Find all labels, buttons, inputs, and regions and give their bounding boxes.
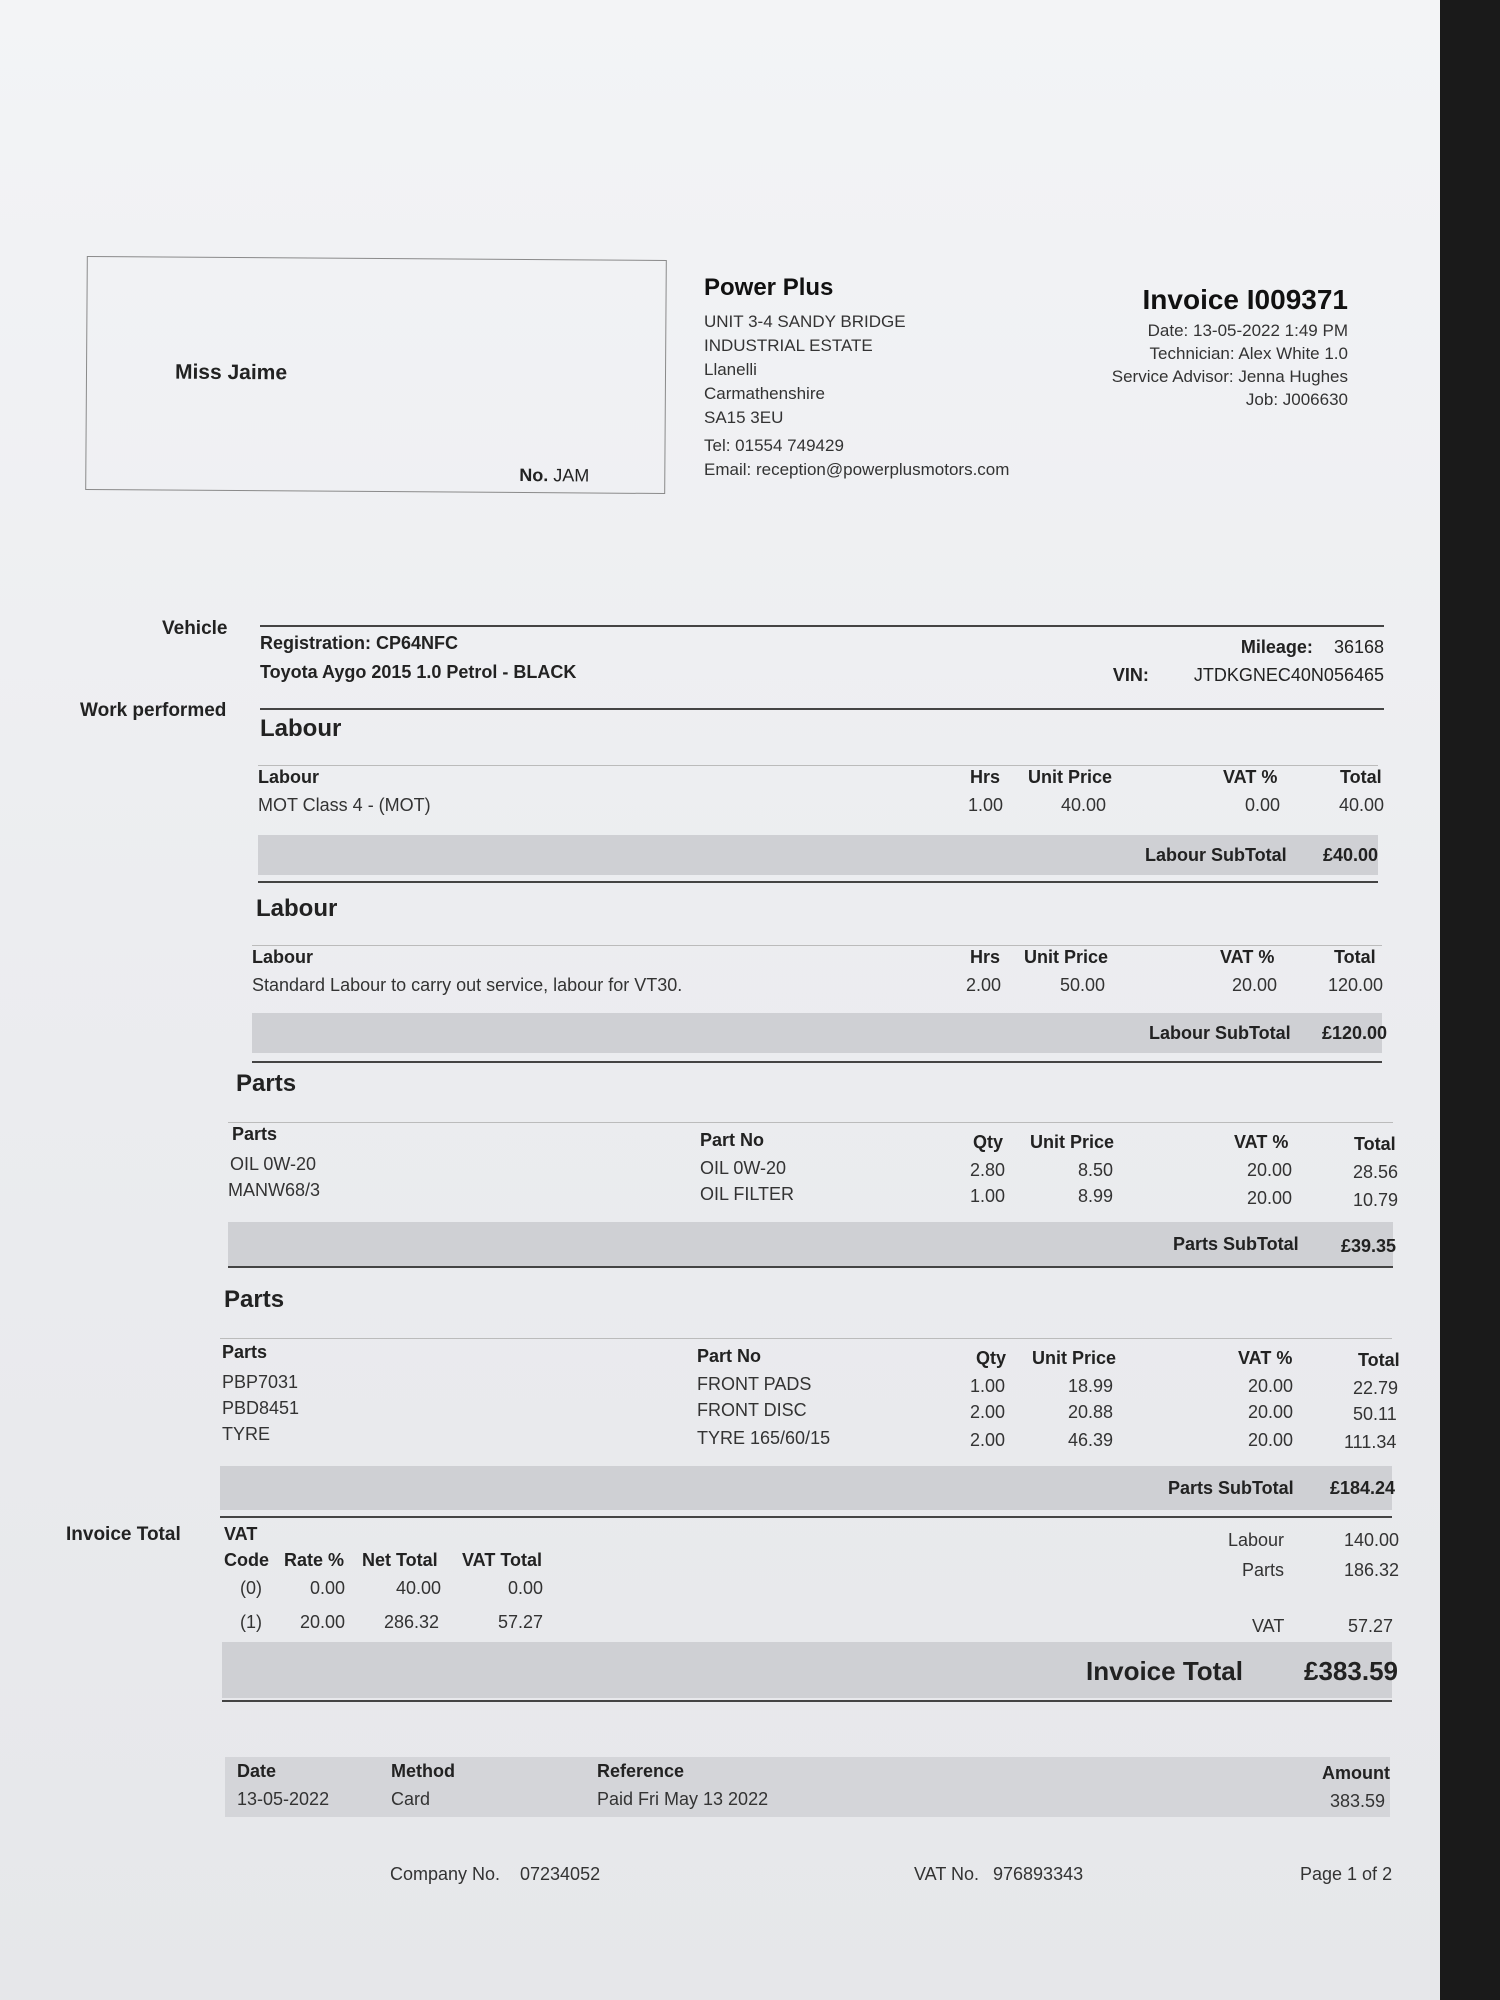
payment-method: Card [391, 1789, 431, 1809]
invoice-total-band [222, 1642, 1398, 1698]
customer-number-label: No. [519, 465, 549, 486]
row-vat: 20.00 [1247, 1188, 1293, 1208]
col-header-vat: VAT % [1223, 767, 1278, 787]
vat-no-value: 976893343 [993, 1864, 1084, 1884]
totals-labour-label: Labour [1228, 1530, 1285, 1550]
vehicle-label: Vehicle [162, 618, 228, 639]
col-header-net-total: Net Total [362, 1550, 438, 1570]
table-row [220, 1398, 1397, 1424]
vat-row-vat: 0.00 [508, 1578, 544, 1598]
work-performed-label: Work performed [80, 700, 227, 721]
vehicle-mileage [1241, 637, 1384, 658]
col-header-labour: Labour [252, 947, 313, 967]
company-name: Power Plus [704, 274, 834, 301]
col-header-rate: Rate % [284, 1550, 345, 1570]
divider [252, 1061, 1382, 1063]
row-unit-price: 8.99 [1078, 1186, 1114, 1206]
subtotal-value: £40.00 [1323, 845, 1379, 865]
table-row [228, 1180, 1399, 1210]
col-header-parts: Parts [232, 1124, 278, 1144]
row-unit-price: 20.88 [1068, 1402, 1114, 1422]
row-total: 120.00 [1328, 975, 1384, 995]
col-header-qty: Qty [973, 1132, 1004, 1152]
company-details [704, 276, 1009, 482]
invoice-total-label: Invoice Total [1086, 1656, 1243, 1686]
col-header-parts: Parts [222, 1342, 268, 1362]
company-address-line: UNIT 3-4 SANDY BRIDGE [704, 312, 906, 331]
col-header-vat: VAT % [1220, 947, 1275, 967]
table-row [258, 795, 1398, 821]
col-header-vat: VAT % [1238, 1348, 1293, 1368]
section-title: Labour [256, 895, 338, 922]
col-header-part-no: Part No [697, 1346, 762, 1366]
divider [228, 1122, 1393, 1123]
row-vat: 20.00 [1248, 1402, 1294, 1422]
page-number: Page 1 of 2 [1300, 1864, 1393, 1884]
company-no-label: Company No. [390, 1864, 501, 1884]
table-row [252, 975, 1392, 1001]
subtotal-value: £120.00 [1322, 1023, 1388, 1043]
row-vat: 20.00 [1248, 1430, 1294, 1450]
vat-row-net: 40.00 [396, 1578, 442, 1598]
invoice-service-advisor: Service Advisor: Jenna Hughes [1111, 367, 1348, 386]
col-header-total: Total [1340, 767, 1382, 787]
page-footer [0, 1864, 1440, 1894]
invoice-job: Job: J006630 [1245, 390, 1348, 409]
row-part: OIL 0W-20 [230, 1154, 317, 1174]
totals-labour-value: 140.00 [1344, 1530, 1400, 1550]
subtotal-value: £184.24 [1330, 1478, 1396, 1498]
table-row [228, 1154, 1399, 1182]
vat-row-code: (0) [240, 1578, 262, 1598]
customer-name: Miss Jaime [174, 360, 288, 385]
section-title: Parts [236, 1070, 297, 1097]
row-total: 22.79 [1353, 1378, 1399, 1398]
row-part-no: FRONT PADS [697, 1374, 812, 1394]
subtotal-label: Labour SubTotal [1149, 1023, 1291, 1043]
row-hrs: 2.00 [966, 975, 1002, 995]
row-unit-price: 18.99 [1068, 1376, 1114, 1396]
subtotal-band [252, 1013, 1388, 1053]
row-qty: 2.80 [970, 1160, 1006, 1180]
vat-row-rate: 20.00 [300, 1612, 346, 1632]
company-address-line: Carmathenshire [704, 384, 825, 403]
row-hrs: 1.00 [968, 795, 1004, 815]
divider [258, 765, 1378, 766]
payment-band [225, 1757, 1390, 1817]
row-unit-price: 40.00 [1061, 795, 1107, 815]
company-email: Email: reception@powerplusmotors.com [704, 460, 1010, 479]
subtotal-label: Parts SubTotal [1173, 1234, 1299, 1254]
invoice-technician: Technician: Alex White 1.0 [1149, 344, 1348, 363]
row-qty: 2.00 [970, 1430, 1006, 1450]
vehicle-vin [1113, 665, 1384, 686]
invoice-total-side-label: Invoice Total [66, 1524, 181, 1545]
vat-row-code: (1) [240, 1612, 262, 1632]
totals-parts-value: 186.32 [1344, 1560, 1400, 1580]
company-tel: Tel: 01554 749429 [704, 436, 844, 455]
table-row [220, 1372, 1399, 1398]
row-unit-price: 50.00 [1060, 975, 1106, 995]
table-header-row [258, 767, 1398, 793]
row-total: 111.34 [1344, 1432, 1397, 1452]
row-unit-price: 46.39 [1068, 1430, 1114, 1450]
table-row [220, 1424, 1397, 1452]
col-header-unit-price: Unit Price [1024, 947, 1109, 967]
divider [258, 881, 1378, 883]
col-header-unit-price: Unit Price [1032, 1348, 1117, 1368]
parts-section-1 [228, 1070, 1399, 1270]
parts-section-2 [220, 1286, 1400, 1518]
vat-summary [222, 1524, 1400, 1704]
invoice-header [1111, 284, 1348, 411]
labour-section-2 [252, 895, 1392, 1070]
col-header-qty: Qty [976, 1348, 1007, 1368]
vat-row-rate: 0.00 [310, 1578, 346, 1598]
invoice-total-value: £383.59 [1304, 1656, 1398, 1686]
section-title: Labour [260, 715, 342, 742]
table-header-row [228, 1124, 1396, 1154]
col-header-total: Total [1358, 1350, 1400, 1370]
col-header-total: Total [1334, 947, 1376, 967]
row-vat: 20.00 [1248, 1376, 1294, 1396]
vin-value: JTDKGNEC40N056465 [1193, 665, 1384, 685]
row-vat: 20.00 [1232, 975, 1278, 995]
subtotal-value: £39.35 [1341, 1236, 1397, 1256]
payment-reference: Paid Fri May 13 2022 [597, 1789, 769, 1809]
row-part-no: FRONT DISC [697, 1400, 807, 1420]
customer-address-box [85, 256, 667, 494]
divider [252, 945, 1382, 946]
company-address-line: SA15 3EU [704, 408, 784, 427]
invoice-date: Date: 13-05-2022 1:49 PM [1147, 321, 1348, 340]
row-description: MOT Class 4 - (MOT) [258, 795, 431, 815]
col-header-vat: VAT % [1234, 1132, 1289, 1152]
row-part: TYRE [222, 1424, 271, 1444]
row-part-no: OIL 0W-20 [700, 1158, 787, 1178]
col-header-unit-price: Unit Price [1028, 767, 1113, 787]
vat-no-label: VAT No. [914, 1864, 980, 1884]
divider [220, 1338, 1392, 1339]
row-total: 40.00 [1339, 795, 1385, 815]
vat-summary-title: VAT [224, 1524, 258, 1544]
payment-date: 13-05-2022 [237, 1789, 330, 1809]
col-header-total: Total [1354, 1134, 1396, 1154]
vehicle-details [260, 625, 1384, 707]
payment-header-reference: Reference [597, 1761, 685, 1781]
row-unit-price: 8.50 [1078, 1160, 1114, 1180]
customer-number [519, 465, 589, 486]
vat-row-net: 286.32 [384, 1612, 440, 1632]
col-header-part-no: Part No [700, 1130, 765, 1150]
table-header-row [220, 1342, 1400, 1370]
labour-section-1 [258, 715, 1398, 885]
mileage-label: Mileage: [1240, 637, 1313, 657]
divider [222, 1700, 1392, 1702]
subtotal-band [258, 835, 1378, 875]
row-description: Standard Labour to carry out service, labour for VT30. [252, 975, 683, 995]
row-part: MANW68/3 [228, 1180, 321, 1200]
table-header-row [252, 947, 1392, 973]
col-header-vat-total: VAT Total [462, 1550, 542, 1570]
vehicle-description: Toyota Aygo 2015 1.0 Petrol - BLACK [260, 662, 577, 682]
divider [220, 1516, 1392, 1518]
row-qty: 2.00 [970, 1402, 1006, 1422]
totals-parts-label: Parts [1242, 1560, 1285, 1580]
row-total: 50.11 [1353, 1404, 1397, 1424]
invoice-title: Invoice I009371 [1142, 284, 1348, 315]
col-header-code: Code [224, 1550, 269, 1570]
totals-vat-value: 57.27 [1348, 1616, 1394, 1636]
payment-header-amount: Amount [1322, 1763, 1390, 1783]
row-part: PBP7031 [222, 1372, 299, 1392]
row-part: PBD8451 [222, 1398, 300, 1418]
row-part-no: TYRE 165/60/15 [697, 1428, 831, 1448]
row-qty: 1.00 [970, 1186, 1006, 1206]
payment-amount: 383.59 [1330, 1791, 1386, 1811]
totals-vat-label: VAT [1252, 1616, 1285, 1636]
divider [260, 708, 1384, 710]
subtotal-label: Parts SubTotal [1168, 1478, 1294, 1498]
row-total: 28.56 [1353, 1162, 1399, 1182]
section-title: Parts [224, 1286, 285, 1313]
subtotal-band [228, 1222, 1397, 1266]
subtotal-label: Labour SubTotal [1145, 845, 1287, 865]
col-header-labour: Labour [258, 767, 319, 787]
vat-row-vat: 57.27 [498, 1612, 544, 1632]
payment-header-date: Date [237, 1761, 277, 1781]
vehicle-registration: Registration: CP64NFC [260, 633, 459, 653]
row-part-no: OIL FILTER [700, 1184, 795, 1204]
col-header-hrs: Hrs [970, 767, 1001, 787]
company-address-line: Llanelli [704, 360, 757, 379]
col-header-unit-price: Unit Price [1030, 1132, 1115, 1152]
vin-label: VIN: [1112, 665, 1149, 685]
row-vat: 0.00 [1245, 795, 1281, 815]
mileage-value: 36168 [1333, 637, 1384, 657]
company-address-line: INDUSTRIAL ESTATE [704, 336, 873, 355]
col-header-hrs: Hrs [970, 947, 1001, 967]
customer-number-value: JAM [553, 465, 590, 486]
payment-header-method: Method [391, 1761, 455, 1781]
divider [228, 1266, 1393, 1268]
row-total: 10.79 [1353, 1190, 1399, 1210]
subtotal-band [220, 1466, 1396, 1510]
row-vat: 20.00 [1247, 1160, 1293, 1180]
row-qty: 1.00 [970, 1376, 1006, 1396]
company-no-value: 07234052 [520, 1864, 601, 1884]
